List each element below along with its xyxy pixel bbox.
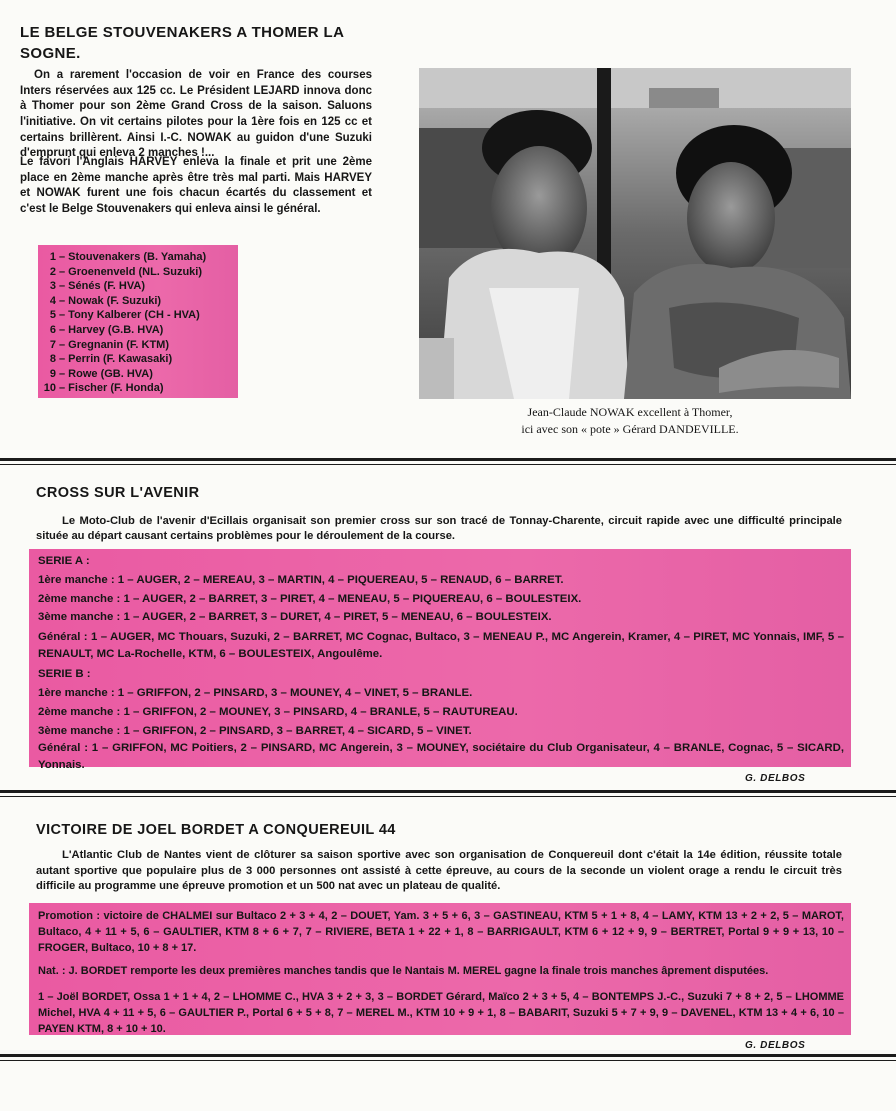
result-text: – Groenenveld (NL. Suzuki) (59, 265, 203, 278)
result-row (38, 250, 238, 265)
result-rank: 3 (49, 280, 56, 293)
nat-results: 1 – Joël BORDET, Ossa 1 + 1 + 4, 2 – LHOMME C., HVA 3 + 2 + 3, 3 – BORDET Gérard, Maïco 2 + 3 + 5, 4 – BONTEMPS J.-C., Suzuki 7 + 8 + 2, 5 – LHOMME Michel, HVA 4 + 11 + 5, 6 – GAULTIER P., Portal 6 + 5 + 8, 7 – MEREL M., KTM 10 + 9 + 1, 8 – BABARIT, Suzuki 5 + 7 + 9, 9 – DAVENEL, KTM 13 + 4 + 6, 10 – PAYEN KTM, 8 + 10 + 10. (38, 991, 844, 1035)
result-text: – Harvey (G.B. HVA) (59, 323, 164, 336)
result-rank: 2 (49, 265, 56, 278)
result-row (38, 308, 238, 323)
result-rank: 5 (49, 309, 56, 322)
result-row (38, 294, 238, 309)
result-text: – Sénés (F. HVA) (59, 280, 145, 293)
separator-1 (0, 458, 896, 465)
result-text: – Gregnanin (F. KTM) (59, 338, 169, 351)
article3-results-box (29, 903, 851, 1035)
article3-intro: L'Atlantic Club de Nantes vient de clôturer sa saison sportive avec son organisation de Conquereuil dont c'était la 14e édition, réussite totale autant sportive que populaire plus de 3 000 personnes ont assisté à cette épreuve, au cours de la seconde un violent orage a rendu le circuit très difficile au programme une épreuve promotion et un 500 nat avec un plateau de qualité. (36, 849, 842, 893)
serie-b-general: Général : 1 – GRIFFON, MC Poitiers, 2 – PINSARD, MC Angerein, 3 – MOUNEY, sociétaire du Club Organisateur, 4 – BRANLE, Cognac, 5 – SICARD, Yonnais. (38, 742, 844, 772)
result-text: – Perrin (F. Kawasaki) (59, 353, 173, 366)
result-rank: 4 (49, 294, 56, 307)
results-box (38, 245, 238, 398)
result-row (38, 279, 238, 294)
photo-illustration (419, 68, 851, 399)
article1-paragraph2: Le favori l'Anglais HARVEY enleva la finale et prit une 2ème place en 2ème manche après être très mal parti. Mais HARVEY et NOWAK furent une fois chacun écartés du classement et c'est le Belge Stouvenakers qui enleva ainsi le général. (20, 156, 372, 215)
result-rank: 7 (49, 338, 56, 351)
photo-caption (380, 404, 880, 438)
result-rank: 10 (43, 382, 56, 395)
serie-a-manche-2: 2ème manche : 1 – AUGER, 2 – BARRET, 3 – PIRET, 4 – MENEAU, 5 – PIQUEREAU, 6 – BOULESTEIX. (38, 592, 582, 605)
article2-intro: Le Moto-Club de l'avenir d'Ecillais organisait son premier cross sur son tracé de Tonnay-Charente, circuit rapide avec une difficulté principale située au départ causant certains problèmes pour le déroulement de la course. (36, 515, 842, 543)
photo-nowak-dandeville (419, 68, 851, 399)
result-rank: 6 (49, 323, 56, 336)
result-row (38, 338, 238, 353)
serie-a-manche-1: 1ère manche : 1 – AUGER, 2 – MEREAU, 3 – MARTIN, 4 – PIQUEREAU, 5 – RENAUD, 6 – BARRET. (38, 573, 564, 586)
result-row (38, 352, 238, 367)
article2-results-box (29, 549, 851, 772)
nat-summary: Nat. : J. BORDET remporte les deux premières manches tandis que le Nantais M. MEREL gagne la finale trois manches âprement disputées. (38, 965, 769, 977)
article2-signature: G. DELBOS (745, 773, 806, 784)
serie-b-manche-1: 1ère manche : 1 – GRIFFON, 2 – PINSARD, 3 – MOUNEY, 4 – VINET, 5 – BRANLE. (38, 686, 473, 699)
result-text: – Stouvenakers (B. Yamaha) (59, 251, 207, 263)
promotion-results: Promotion : victoire de CHALMEI sur Bultaco 2 + 3 + 4, 2 – DOUET, Yam. 3 + 5 + 6, 3 – GASTINEAU, KTM 5 + 1 + 8, 4 – LAMY, KTM 13 + 2 + 2, 5 – MAROT, Bultaco, 4 + 11 + 5, 6 – GAULTIER, KTM 8 + 6 + 7, 7 – RIVIERE, BETA 1 + 22 + 1, 8 – BARRIGAULT, KTM 6 + 12 + 9, 9 – BERTRET, Portal 9 + 9 + 13, 10 – FROGER, Bultaco, 10 + 8 + 17. (38, 910, 844, 954)
article2-title: CROSS SUR L'AVENIR (36, 485, 200, 501)
result-rank: 9 (49, 367, 56, 380)
article3-signature: G. DELBOS (745, 1040, 806, 1051)
results-list (38, 250, 238, 396)
separator-3 (0, 1054, 896, 1061)
result-row (38, 381, 238, 396)
article1-paragraph1: On a rarement l'occasion de voir en France des courses Inters réservées aux 125 cc. Le Président LEJARD innova donc à Thomer pour son 2ème Grand Cross de la saison. Saluons l'initiative. On vit certains pilotes pour la 1ère fois en 125 cc et certains brillèrent. Ainsi I.-C. NOWAK au guidon d'une Suzuki d'emprunt qui enleva 2 manches !... (20, 69, 372, 160)
article3-title: VICTOIRE DE JOEL BORDET A CONQUEREUIL 44 (36, 822, 396, 838)
result-row (38, 265, 238, 280)
result-row (38, 367, 238, 382)
serie-b-manche-2: 2ème manche : 1 – GRIFFON, 2 – MOUNEY, 3 – PINSARD, 4 – BRANLE, 5 – RAUTUREAU. (38, 705, 518, 718)
separator-2 (0, 790, 896, 797)
result-text: – Tony Kalberer (CH - HVA) (59, 309, 200, 322)
caption-line-1: Jean-Claude NOWAK excellent à Thomer, (527, 405, 733, 419)
serie-a-label: SERIE A : (38, 555, 90, 567)
result-text: – Rowe (GB. HVA) (59, 367, 153, 380)
result-text: – Nowak (F. Suzuki) (59, 294, 162, 307)
result-row (38, 323, 238, 338)
serie-a-manche-3: 3ème manche : 1 – AUGER, 2 – BARRET, 3 – DURET, 4 – PIRET, 5 – MENEAU, 6 – BOULESTEIX. (38, 611, 552, 624)
serie-b-label: SERIE B : (38, 668, 91, 681)
article1-title: LE BELGE STOUVENAKERS A THOMER LA SOGNE. (20, 24, 344, 62)
serie-b-manche-3: 3ème manche : 1 – GRIFFON, 2 – PINSARD, 3 – BARRET, 4 – SICARD, 5 – VINET. (38, 724, 472, 737)
caption-line-2: ici avec son « pote » Gérard DANDEVILLE. (521, 422, 739, 436)
result-rank: 8 (49, 353, 56, 366)
result-text: – Fischer (F. Honda) (59, 382, 164, 395)
serie-a-general: Général : 1 – AUGER, MC Thouars, Suzuki, 2 – BARRET, MC Cognac, Bultaco, 3 – MENEAU P., MC Angerein, Kramer, 4 – PIRET, MC Yonnais, IMF, 5 – RENAULT, MC La-Rochelle, KTM, 6 – BOULESTEIX, Angoulême. (38, 631, 844, 661)
result-rank: 1 (49, 251, 56, 263)
